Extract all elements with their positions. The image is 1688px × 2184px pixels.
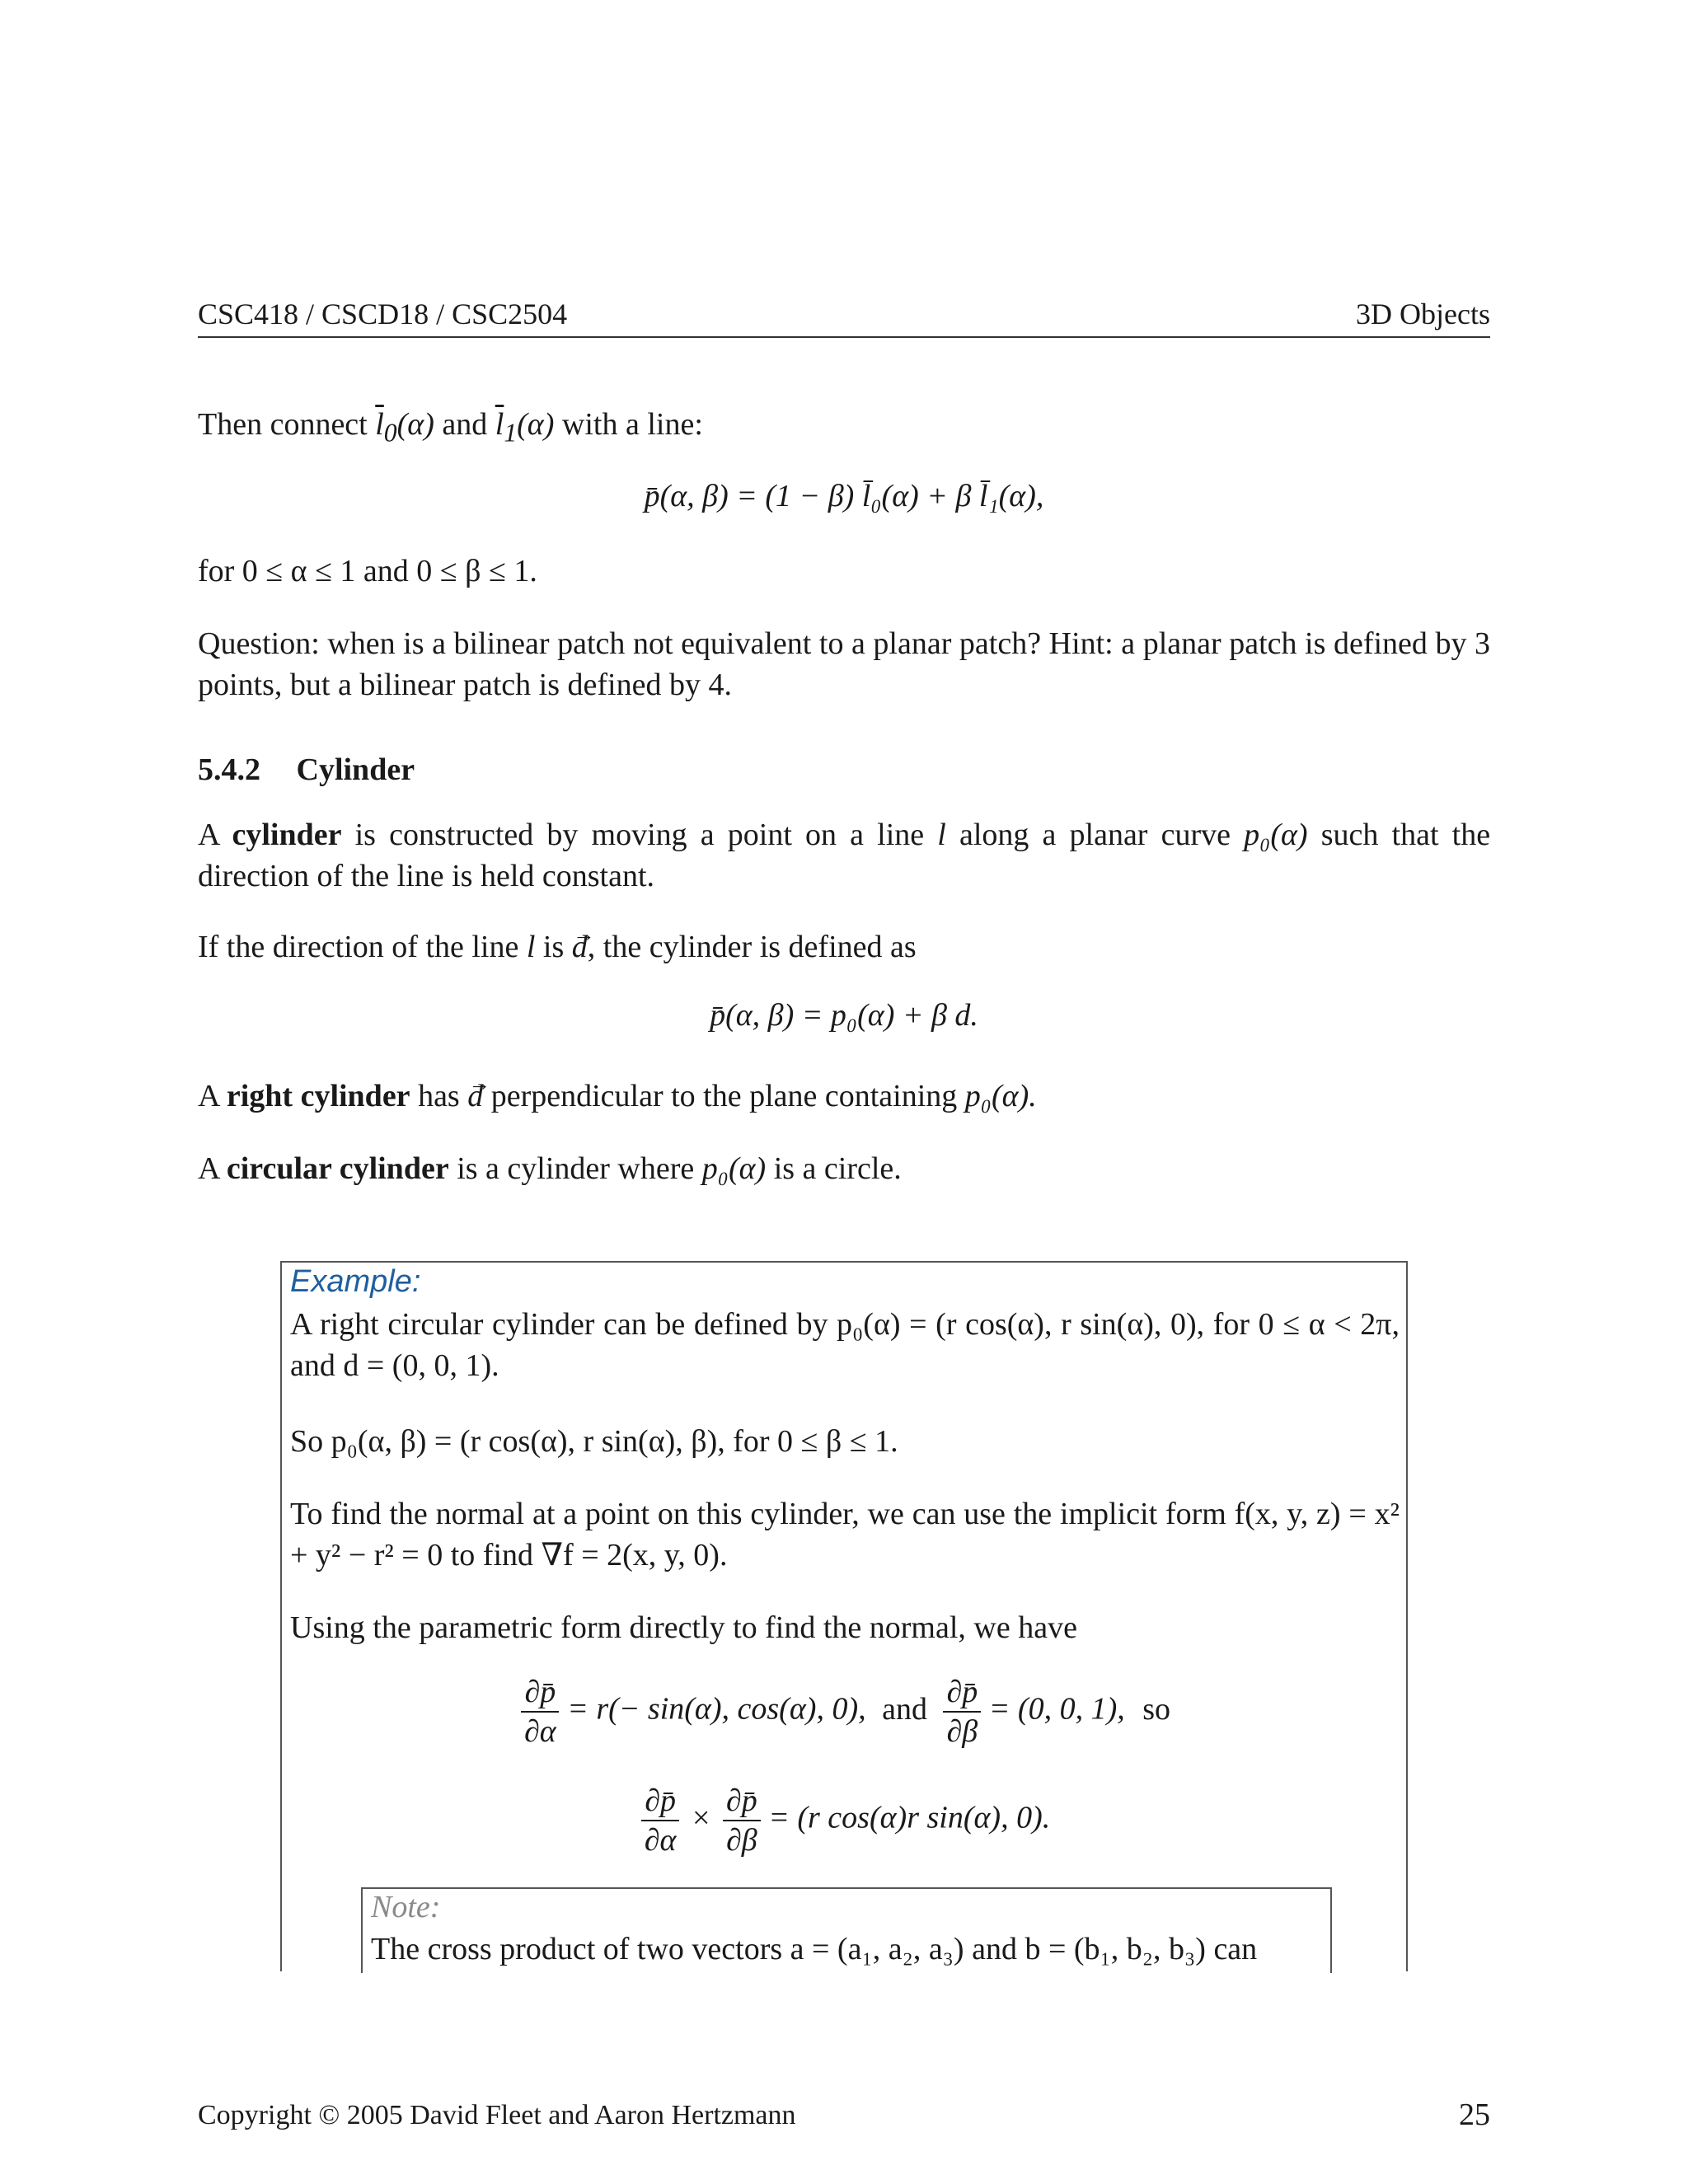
bilinear-equation: p̄(α, β) = (1 − β) l̄₀(α) + β l̄₁(α), — [644, 479, 1044, 513]
example-label: Example: — [290, 1264, 421, 1299]
page-header — [198, 295, 1490, 338]
range-line: for 0 ≤ α ≤ 1 and 0 ≤ β ≤ 1. — [198, 554, 537, 588]
dp-dalpha-fraction: $\frac{\partial p̄}{\partial\alpha}$ — [521, 1673, 560, 1750]
example-box — [280, 1261, 1408, 1971]
note-box — [361, 1887, 1332, 1973]
example-line-2: So p₀(α, β) = (r cos(α), r sin(α), β), for 0 ≤ β ≤ 1. — [290, 1424, 898, 1459]
note-text: The cross product of two vectors a = (a₁, a₂, a₃) and b = (b₁, b₂, b₃) can — [371, 1932, 1258, 1966]
cylinder-equation: p̄(α, β) = p₀(α) + β d. — [710, 998, 978, 1033]
right-cylinder-line: A right cylinder has → d perpendicular to the plane containing p₀(α). — [198, 1076, 1490, 1117]
section-heading — [198, 752, 415, 788]
page-number: 25 — [1459, 2097, 1490, 2132]
question-paragraph: Question: when is a bilinear patch not equivalent to a planar patch? Hint: a planar patch is defined by 3 points, but a bilinear patch is defined by 4. — [198, 626, 1490, 702]
cylinder-definition: A cylinder is constructed by moving a point on a line l along a planar curve p₀(α) such that the direction of the line is held constant. — [198, 818, 1491, 893]
partial-derivatives-equation: $\frac{\partial p̄}{\partial\alpha}$ = r(− sin(α), cos(α), 0), and $\frac{\partial p̄}{\partial\beta}$ = (0, 0, 1), so — [282, 1673, 1409, 1750]
example-line-3: To find the normal at a point on this cylinder, we can use the implicit form f(x, y, z) = x² + y² − r² = 0 to find ∇f = 2(x, y, 0). — [290, 1497, 1400, 1572]
dp-dbeta-fraction-2: $\frac{\partial p̄}{\partial\beta}$ — [723, 1782, 761, 1859]
dp-dalpha-fraction-2: $\frac{\partial p̄}{\partial\alpha}$ — [641, 1782, 680, 1859]
dp-dbeta-fraction: $\frac{\partial p̄}{\partial\beta}$ — [943, 1673, 981, 1750]
connect-line: Then connect $\overline{l}_0(\alpha)$ and $\overline{l}_1(\alpha)$ with a line: — [198, 407, 703, 448]
section-number: 5.4.2 — [198, 752, 260, 787]
copyright: Copyright © 2005 David Fleet and Aaron Hertzmann — [198, 2100, 796, 2130]
example-line-4: Using the parametric form directly to find the normal, we have — [290, 1610, 1077, 1645]
example-line-1: A right circular cylinder can be defined by p₀(α) = (r cos(α), r sin(α), 0), for 0 ≤ α < 2π, and d = (0, 0, 1). — [290, 1307, 1400, 1383]
section-title: Cylinder — [296, 752, 415, 787]
circular-cylinder-line: A circular cylinder is a cylinder where p₀(α) is a circle. — [198, 1151, 902, 1186]
course-codes: CSC418 / CSCD18 / CSC2504 — [198, 298, 568, 330]
cross-product-equation: $\frac{\partial p̄}{\partial\alpha}$ × $\frac{\partial p̄}{\partial\beta}$ = (r cos(α)r sin(α), 0). — [282, 1782, 1409, 1859]
chapter-title: 3D Objects — [1356, 298, 1490, 330]
page-footer — [198, 2093, 1490, 2135]
direction-line: If the direction of the line l is → d, the cylinder is defined as — [198, 926, 1490, 968]
note-label: Note: — [371, 1890, 441, 1924]
